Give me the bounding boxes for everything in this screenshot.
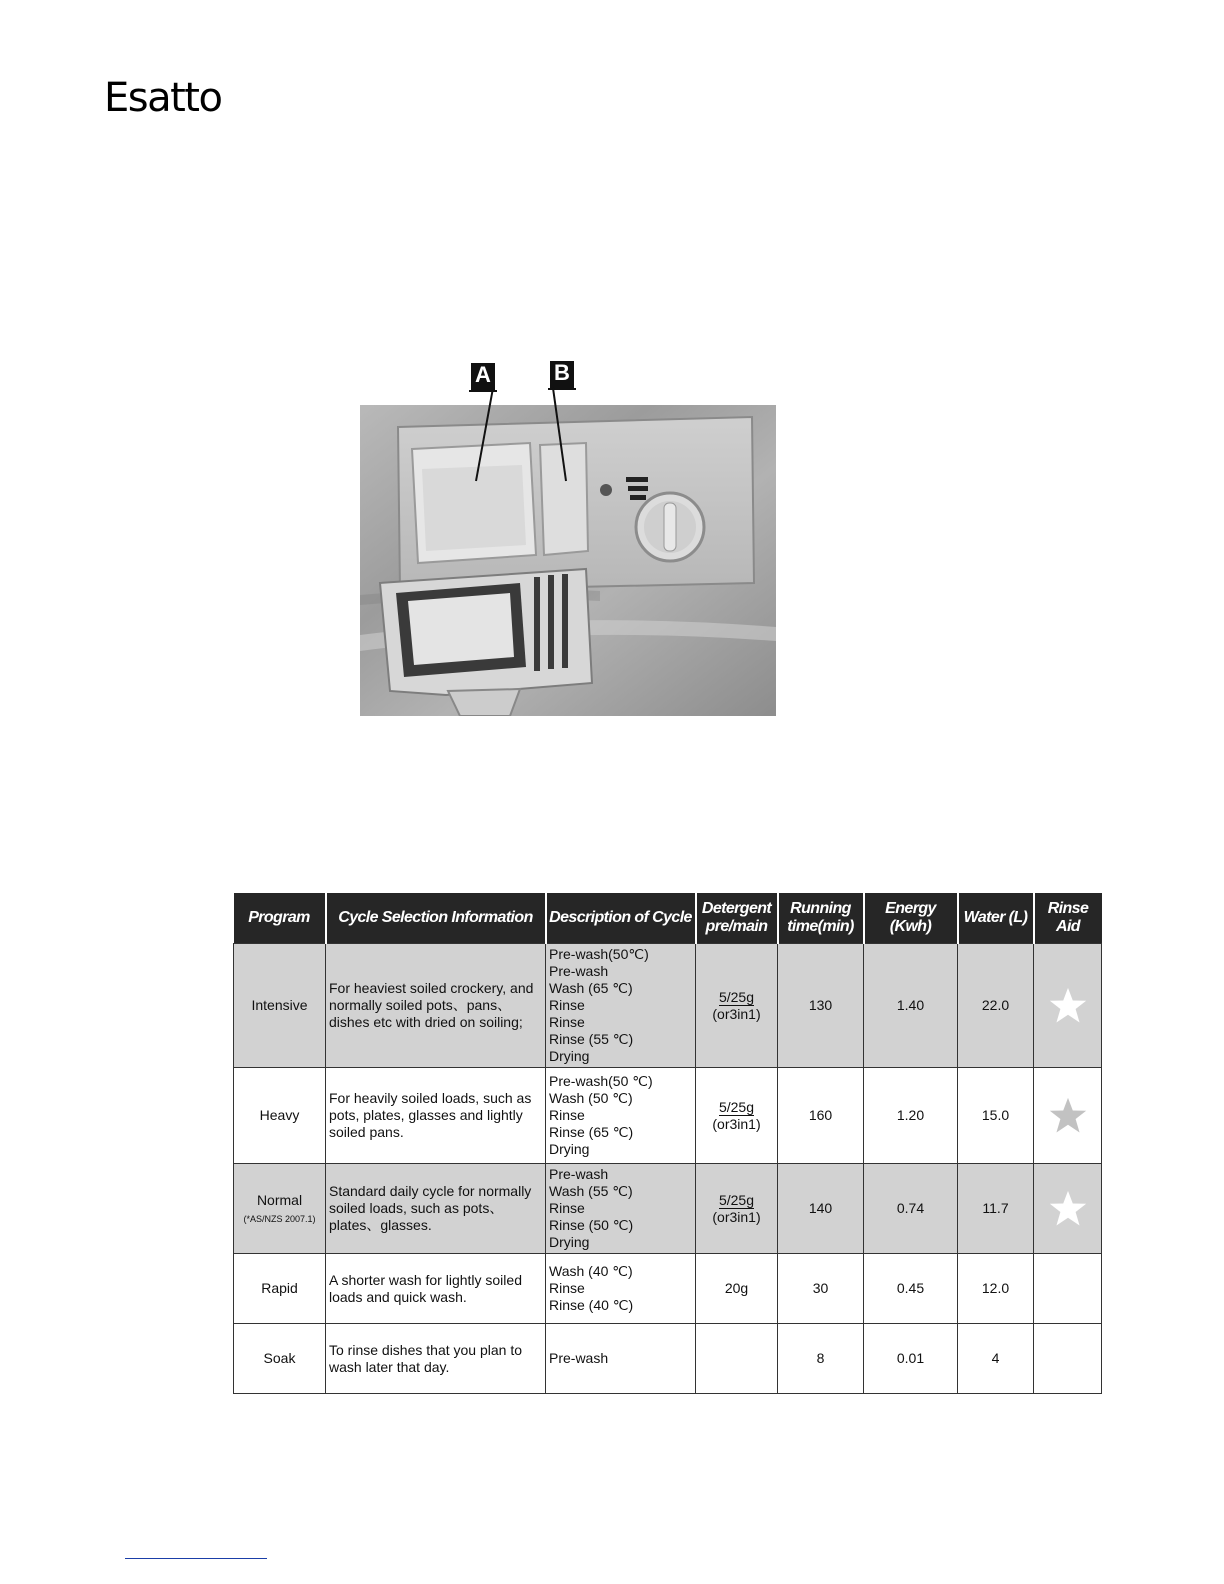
program-cell <box>234 1324 326 1394</box>
table-row <box>234 944 1102 1068</box>
brand-logo: Esatto <box>104 75 222 121</box>
water-cell: 11.7 <box>958 1164 1034 1254</box>
energy-cell: 1.20 <box>864 1068 958 1164</box>
detergent-cell <box>696 1254 778 1324</box>
detergent-amount: 20g <box>724 1280 749 1296</box>
cycle-step: Wash (50 ℃) <box>549 1090 633 1106</box>
rinse-aid-cell <box>1034 1324 1102 1394</box>
star-icon <box>1048 1190 1088 1228</box>
header-water: Water (L) <box>958 893 1034 944</box>
cycle-step: Pre-wash(50 ℃) <box>549 1073 653 1089</box>
program-cell <box>234 1164 326 1254</box>
callout-b: B <box>550 361 574 388</box>
cycle-step: Wash (55 ℃) <box>549 1183 633 1199</box>
water-cell: 12.0 <box>958 1254 1034 1324</box>
cycle-step: Rinse (55 ℃) <box>549 1031 634 1047</box>
cycle-step: Drying <box>549 1048 590 1064</box>
detergent-amount: 5/25g <box>718 1098 755 1115</box>
detergent-alt: (or3in1) <box>712 1115 761 1132</box>
table-row <box>234 1164 1102 1254</box>
header-description: Description of Cycle <box>546 893 696 944</box>
cycle-step: Rinse <box>549 1200 585 1216</box>
cycle-step: Rinse (40 ℃) <box>549 1297 634 1313</box>
water-cell: 22.0 <box>958 944 1034 1068</box>
table-row <box>234 1254 1102 1324</box>
cycle-info-cell: For heavily soiled loads, such as pots, plates, glasses and lightly soiled pans. <box>326 1068 546 1164</box>
header-rinse-aid: Rinse Aid <box>1034 893 1102 944</box>
cycle-step: Pre-wash <box>549 1350 609 1366</box>
energy-cell: 1.40 <box>864 944 958 1068</box>
rinse-aid-cell <box>1034 944 1102 1068</box>
star-icon <box>1048 1097 1088 1135</box>
detergent-amount: 5/25g <box>718 988 755 1005</box>
program-name: Heavy <box>259 1107 300 1123</box>
header-cycle-selection: Cycle Selection Information <box>326 893 546 944</box>
cycle-table <box>233 893 1102 1394</box>
cycle-step: Pre-wash <box>549 963 609 979</box>
water-cell: 4 <box>958 1324 1034 1394</box>
energy-cell: 0.74 <box>864 1164 958 1254</box>
cycle-step: Drying <box>549 1234 590 1250</box>
star-icon <box>1048 987 1088 1025</box>
standard-note: (*AS/NZS 2007.1) <box>243 1214 316 1224</box>
header-program: Program <box>234 893 326 944</box>
footer-rule <box>125 1558 267 1559</box>
detergent-dispenser-photo <box>360 405 776 716</box>
header-energy: Energy (Kwh) <box>864 893 958 944</box>
detergent-cell <box>696 1164 778 1254</box>
cycle-step: Wash (40 ℃) <box>549 1263 633 1279</box>
cycle-step: Wash (65 ℃) <box>549 980 633 996</box>
cycle-step: Pre-wash <box>549 1166 609 1182</box>
cycle-info-cell: Standard daily cycle for normally soiled loads, such as pots、plates、glasses. <box>326 1164 546 1254</box>
running-time-cell: 8 <box>778 1324 864 1394</box>
detergent-alt: (or3in1) <box>712 1208 761 1225</box>
cycle-step: Rinse (50 ℃) <box>549 1217 634 1233</box>
rinse-aid-cell <box>1034 1068 1102 1164</box>
running-time-cell: 140 <box>778 1164 864 1254</box>
cycle-info-cell: For heaviest soiled crockery, and normally soiled pots、pans、dishes etc with dried on soiling; <box>326 944 546 1068</box>
cycle-info-cell: To rinse dishes that you plan to wash later that day. <box>326 1324 546 1394</box>
cycle-step: Rinse <box>549 1107 585 1123</box>
cycle-step: Drying <box>549 1141 590 1157</box>
running-time-cell: 30 <box>778 1254 864 1324</box>
program-name: Normal <box>256 1192 303 1208</box>
energy-cell: 0.01 <box>864 1324 958 1394</box>
detergent-amount: 5/25g <box>718 1191 755 1208</box>
program-name: Intensive <box>251 997 308 1013</box>
energy-cell: 0.45 <box>864 1254 958 1324</box>
header-running-time: Running time(min) <box>778 893 864 944</box>
table-row <box>234 1324 1102 1394</box>
cycle-description-cell <box>546 1068 696 1164</box>
table-header-row <box>234 893 1102 944</box>
program-name: Soak <box>263 1350 296 1366</box>
detergent-cell <box>696 1324 778 1394</box>
program-cell <box>234 1254 326 1324</box>
header-detergent: Detergent pre/main <box>696 893 778 944</box>
cycle-step: Rinse <box>549 1014 585 1030</box>
program-name: Rapid <box>261 1280 298 1296</box>
cycle-description-cell <box>546 1254 696 1324</box>
rinse-aid-cell <box>1034 1164 1102 1254</box>
cycle-step: Rinse <box>549 1280 585 1296</box>
water-cell: 15.0 <box>958 1068 1034 1164</box>
cycle-step: Rinse <box>549 997 585 1013</box>
running-time-cell: 130 <box>778 944 864 1068</box>
running-time-cell: 160 <box>778 1068 864 1164</box>
program-cell <box>234 1068 326 1164</box>
cycle-description-cell <box>546 944 696 1068</box>
detergent-cell <box>696 944 778 1068</box>
rinse-aid-cell <box>1034 1254 1102 1324</box>
callout-a: A <box>471 363 495 390</box>
cycle-description-cell <box>546 1164 696 1254</box>
program-cell <box>234 944 326 1068</box>
detergent-alt: (or3in1) <box>712 1005 761 1022</box>
cycle-info-cell: A shorter wash for lightly soiled loads and quick wash. <box>326 1254 546 1324</box>
cycle-step: Pre-wash(50℃) <box>549 946 649 962</box>
detergent-cell <box>696 1068 778 1164</box>
table-row <box>234 1068 1102 1164</box>
cycle-description-cell <box>546 1324 696 1394</box>
cycle-step: Rinse (65 ℃) <box>549 1124 634 1140</box>
